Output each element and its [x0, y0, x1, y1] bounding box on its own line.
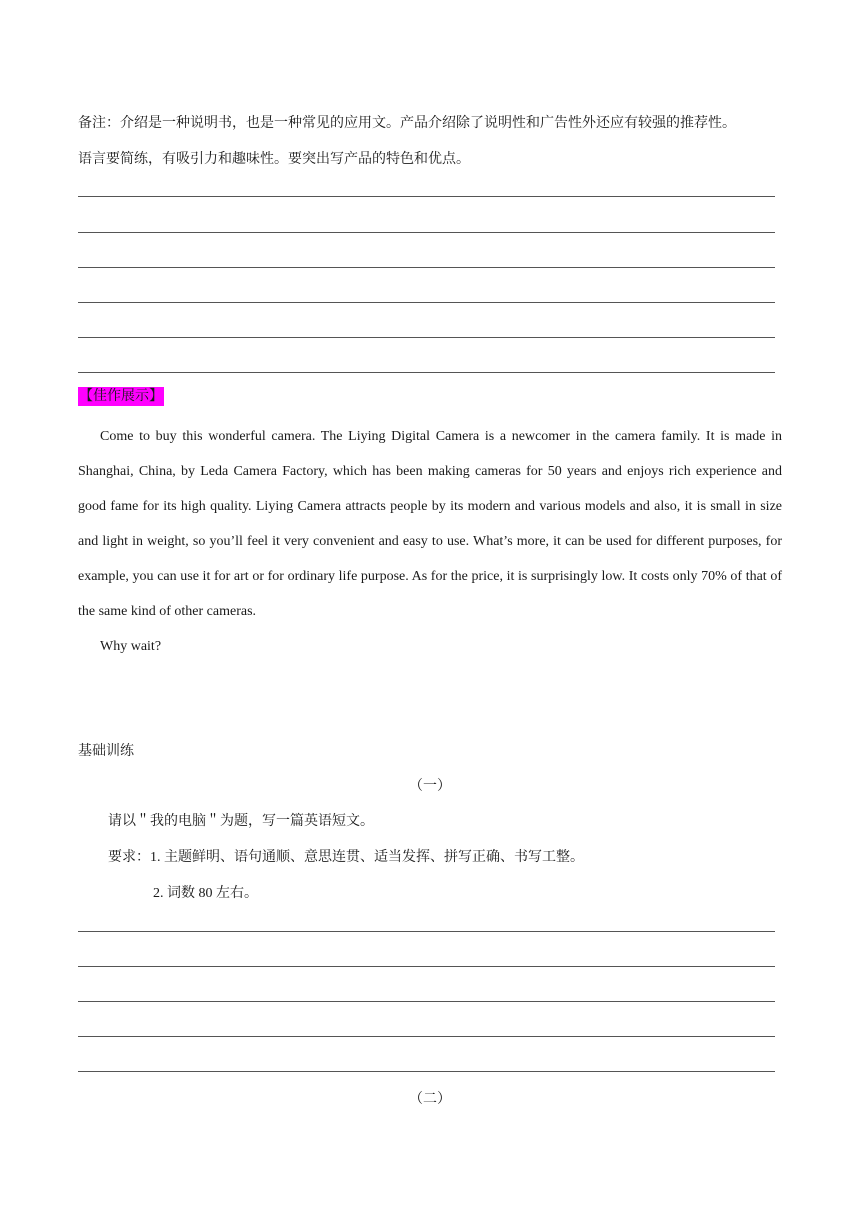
answer-line-7[interactable]	[78, 931, 775, 932]
answer-line-4[interactable]	[78, 302, 775, 303]
section-heading: 基础训练	[78, 744, 134, 759]
sample-essay-body: Come to buy this wonderful camera. The Liying Digital Camera is a newcomer in the camera family. It is made in Shanghai, China, by Leda Camera Factory, which has been making cameras for 50 years and enjoys rich experience and good fame for its high quality. Liying Camera attracts people by its modern and various models and also, it is small in size and light in weight, so you’ll feel it very convenient and easy to use. What’s more, it can be used for different purposes, for example, you can use it for art or for ordinary life purpose. As for the price, it is surprisingly low. It costs only 70% of that of the same kind of other cameras.	[78, 429, 782, 619]
answer-line-6[interactable]	[78, 372, 775, 373]
answer-line-8[interactable]	[78, 966, 775, 967]
task-prompt: 请以＂我的电脑＂为题，写一篇英语短文。	[108, 814, 374, 829]
sample-essay-title: 【佳作展示】	[79, 389, 163, 404]
answer-line-3[interactable]	[78, 267, 775, 268]
note-line-1: 备注：介绍是一种说明书，也是一种常见的应用文。产品介绍除了说明性和广告性外还应有较强的推荐性。	[78, 116, 736, 131]
answer-line-9[interactable]	[78, 1001, 775, 1002]
requirement-1: 要求：1. 主题鲜明、语句通顺、意思连贯、适当发挥、拼写正确、书写工整。	[108, 850, 584, 865]
part-2-title: （二）	[409, 1092, 451, 1107]
part-1-title: （一）	[409, 779, 451, 794]
answer-line-10[interactable]	[78, 1036, 775, 1037]
answer-line-1[interactable]	[78, 196, 775, 197]
answer-line-11[interactable]	[78, 1071, 775, 1072]
requirement-2: 2. 词数 80 左右。	[153, 886, 258, 901]
sample-essay-closing: Why wait?	[100, 639, 162, 654]
note-line-2: 语言要简练，有吸引力和趣味性。要突出写产品的特色和优点。	[78, 152, 470, 167]
answer-line-5[interactable]	[78, 337, 775, 338]
answer-line-2[interactable]	[78, 232, 775, 233]
